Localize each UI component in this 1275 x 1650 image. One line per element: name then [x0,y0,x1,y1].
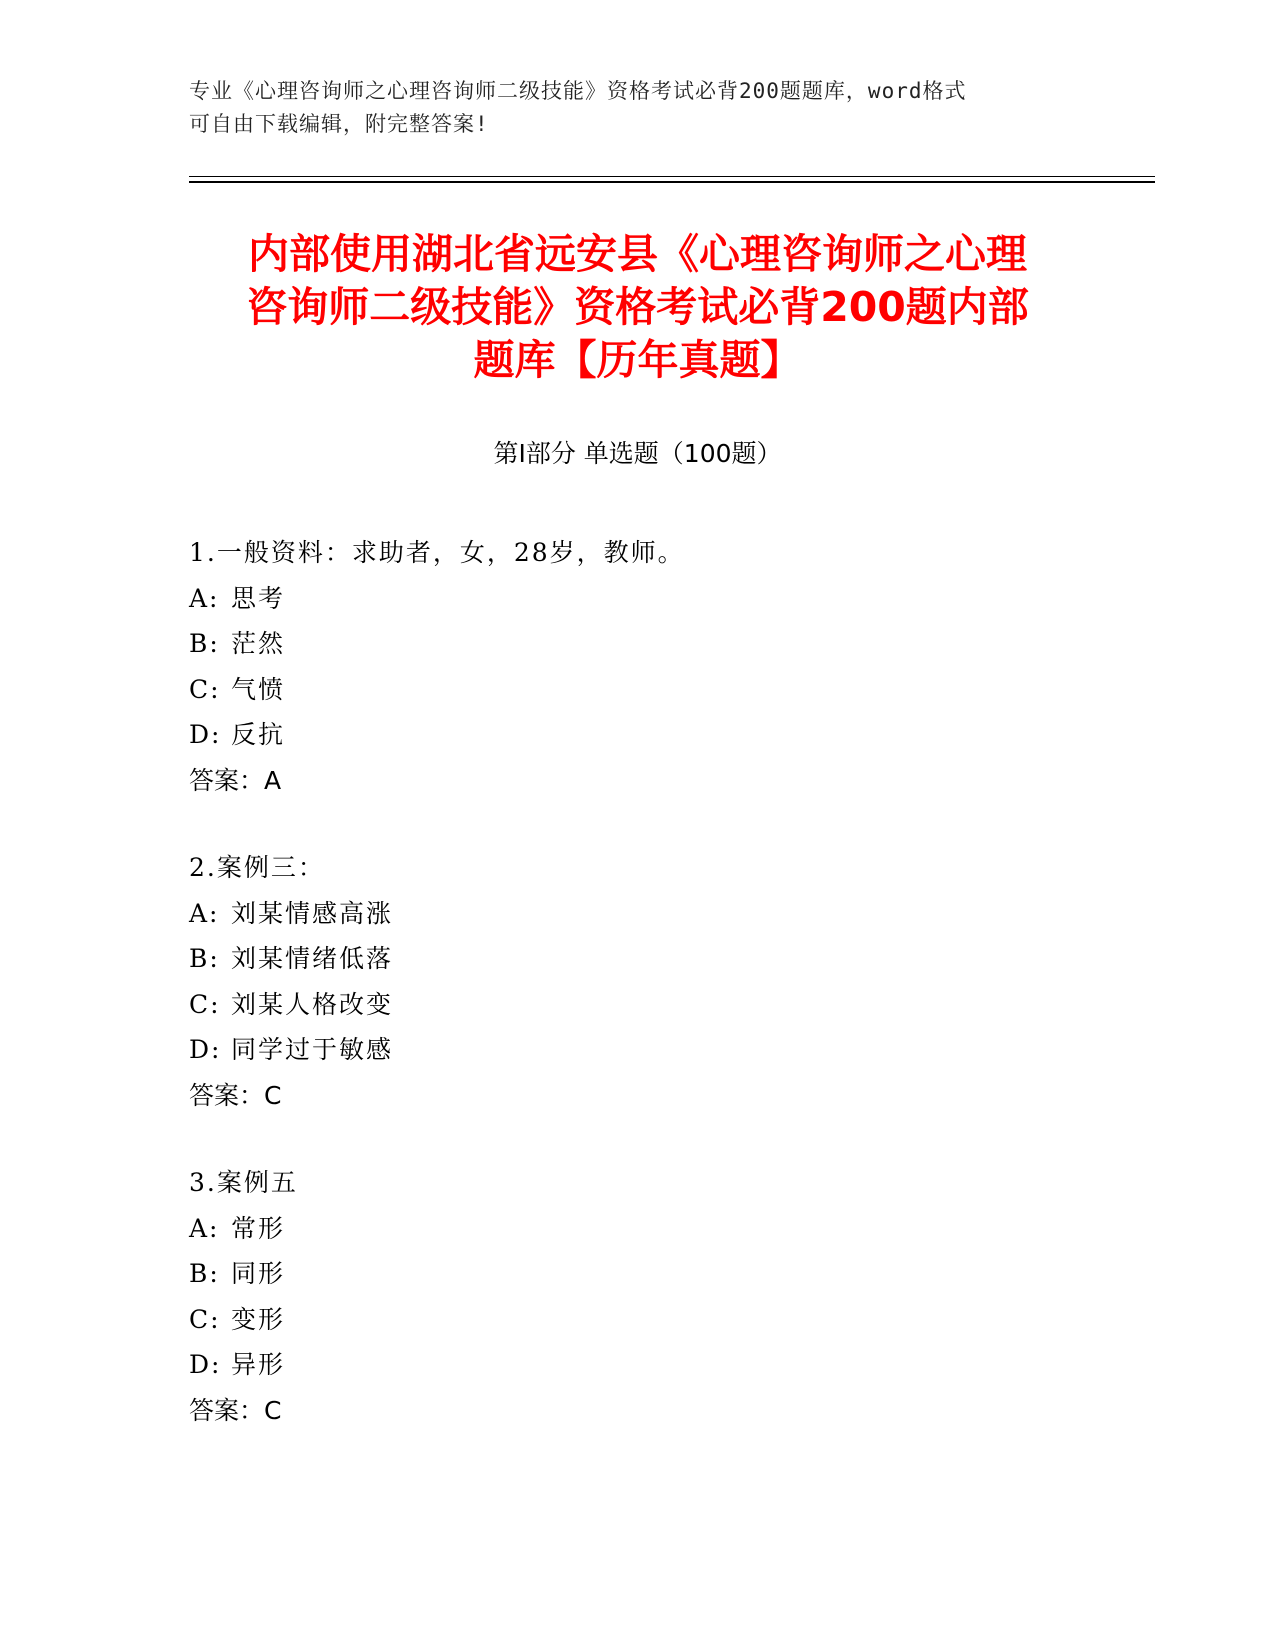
option-d [189,712,1089,758]
question-stem: 3.案例五 [189,1168,298,1197]
intro-line-2: 可自由下载编辑，附完整答案! [189,112,489,136]
title-line-1: 内部使用湖北省远安县《心理咨询师之心理 [248,230,1027,278]
option-d [189,1027,1089,1073]
question-item [189,1160,1089,1433]
option-letter: B: [189,1259,220,1288]
option-b [189,621,1089,667]
option-letter: D: [189,1350,222,1379]
option-letter: A: [189,1213,220,1243]
option-text: 刘某情绪低落 [231,944,394,973]
answer: 答案：C [189,1395,282,1425]
intro-text [189,75,1069,141]
title-line-3: 题库【历年真题】 [473,336,802,384]
option-letter: A: [189,583,220,613]
header-divider-thin [189,176,1155,177]
option-letter: C: [189,1304,221,1334]
option-text: 反抗 [231,720,286,749]
option-text: 刘某情感高涨 [231,898,394,928]
option-letter: C: [189,989,221,1019]
option-letter: B: [189,629,220,658]
option-text: 气愤 [231,674,286,704]
option-text: 思考 [231,583,286,613]
intro-line-1: 专业《心理咨询师之心理咨询师二级技能》资格考试必背200题题库，word格式 [189,79,967,103]
answer: 答案：C [189,1080,282,1110]
option-d [189,1342,1089,1388]
option-letter: A: [189,898,220,928]
answer: 答案：A [189,765,282,795]
title-line-2: 咨询师二级技能》资格考试必背200题内部 [246,283,1029,331]
option-text: 同形 [231,1259,286,1288]
option-c [189,982,1089,1028]
option-text: 异形 [231,1350,286,1379]
option-text: 常形 [231,1213,286,1243]
option-letter: B: [189,944,220,973]
option-letter: D: [189,1035,222,1064]
option-text: 茫然 [231,629,286,658]
question-list [189,530,1089,1475]
option-letter: D: [189,720,222,749]
option-b [189,1251,1089,1297]
option-a [189,891,1089,937]
option-c [189,1297,1089,1343]
question-stem: 1.一般资料：求助者，女，28岁，教师。 [189,538,685,567]
option-a [189,576,1089,622]
header-divider-thick [189,181,1155,183]
option-text: 变形 [231,1304,286,1334]
question-item [189,530,1089,803]
document-title [150,228,1125,387]
question-stem: 2.案例三： [189,853,325,882]
option-b [189,936,1089,982]
question-item [189,845,1089,1118]
section-heading: 第Ⅰ部分 单选题（100题） [493,439,782,468]
option-text: 同学过于敏感 [231,1035,394,1064]
option-text: 刘某人格改变 [231,989,394,1019]
option-letter: C: [189,674,221,704]
option-c [189,667,1089,713]
option-a [189,1206,1089,1252]
